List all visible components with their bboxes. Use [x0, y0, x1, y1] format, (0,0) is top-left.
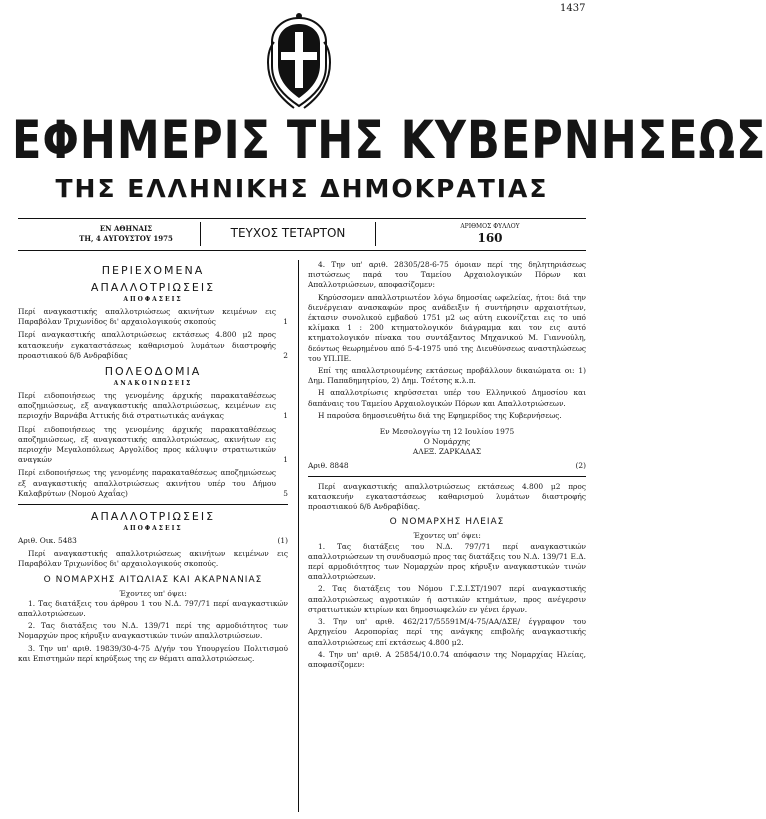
prefect-heading: Ο ΝΟΜΑΡΧΗΣ ΗΛΕΙΑΣ: [389, 517, 505, 528]
toc-item-text: Περί ειδοποιήσεως της γενομένης άρχικής παρακαταθέσεως αποζημιώσεως, εξ αναγκαστικής απαλλοτριώσεως, ακινήτων εις περιοχήν Μεγαλοπόλεως Αργολίδος προς κάλυψιν στρατιωτικών αναγκών: [18, 424, 276, 465]
signature-name: ΑΛΕΞ. ΖΑΡΚΑΔΑΣ: [412, 447, 482, 457]
section-subtitle-decisions: ΑΠΟΦΑΣΕΙΣ: [123, 296, 183, 303]
header-top-rule: [18, 218, 586, 219]
toc-item-text: Περί αναγκαστικής απαλλοτριώσεως ακινήτων κειμένων εις Παραβόλαν Τριχωνίδος δι' αρχαιολογικούς σκοπούς: [18, 307, 276, 327]
signature-title: Ο Νομάρχης: [423, 437, 471, 447]
toc-item: [18, 425, 288, 466]
toc-item-page: 1: [283, 411, 288, 421]
toc-item: [18, 468, 288, 499]
section-title-expropriations-2: ΑΠΑΛΛΟΤΡΙΩΣΕΙΣ: [90, 510, 216, 524]
toc-item-page: 2: [283, 350, 288, 360]
considering-label: Έχοντες υπ' όψει:: [413, 531, 481, 541]
considering-item: 1. Τας διατάξεις του άρθρου 1 του Ν.Δ. 797/71 περί αναγκαστικών απαλλοτριώσεων.: [18, 598, 288, 619]
paragraph: Η απαλλοτρίωσις κηρύσσεται υπέρ του Ελληνικού Δημοσίου και δαπάναις του Ταμείου Αρχαιολογικών Πόρων και Απαλλοτριώσεων.: [308, 388, 586, 408]
considering-item: 1. Τας διατάξεις του Ν.Δ. 797/71 περί αναγκαστικών απαλλοτριώσεων τη συνδυασμώ προς τας διατάξεις του Ν.Δ. 139/71 Ε.Δ. περί αρμοδιότητος των Νομαρχών προς κήρυξιν αναγκαστικών τινών απαλλοτριώσεων.: [308, 541, 586, 582]
date-line: ΤΗ, 4 ΑΥΓΟΥΣΤΟΥ 1975: [79, 234, 173, 243]
decision-subject: Περί αναγκαστικής απαλλοτριώσεως εκτάσεως 4.800 μ2 προς κατασκευήν εγκαταστάσεως καθαρισμού λυμάτων διαστροφής προαστιακού δ/δ Ανδραβίδας.: [308, 481, 586, 512]
masthead-subtitle: ΤΗΣ ΕΛΛΗΝΙΚΗΣ ΔΗΜΟΚΡΑΤΙΑΣ: [55, 174, 549, 203]
coat-of-arms-emblem: [264, 12, 334, 112]
left-column: [18, 260, 288, 814]
masthead-title: ΕΦΗΜΕΡΙΣ ΤΗΣ ΚΥΒΕΡΝΗΣΕΩΣ: [12, 110, 766, 172]
toc-item-text: Περί αναγκαστικής απαλλοτριώσεως εκτάσεως 4.800 μ2 προς κατασκευήν εγκαταστάσεως καθαρισμού λυμάτων διαστροφής προαστιακού δ/δ Ανδραβίδας: [18, 330, 276, 360]
toc-item-page: 5: [283, 488, 288, 498]
considering-item: 2. Τας διατάξεις του Ν.Δ. 139/71 περί της αρμοδιότητος των Νομαρχών προς κήρυξιν αναγκαστικών τινών απαλλοτριώσεων.: [18, 621, 288, 641]
section-title-urban-planning: ΠΟΛΕΟΔΟΜΙΑ: [104, 365, 202, 379]
toc-item-text: Περί ειδοποιήσεως της γενομένης παρακαταθέσεως αποζημιώσεως εξ αναγκαστικής απαλλοτριώσεως ακινήτου υπέρ του Δήμου Καλαβρύτων (Νομού Αχαΐας): [18, 468, 276, 498]
column-divider: [298, 260, 299, 812]
decision-reference: [308, 461, 586, 471]
prefect-heading: Ο ΝΟΜΑΡΧΗΣ ΑΙΤΩΛΙΑΣ ΚΑΙ ΑΚΑΡΝΑΝΙΑΣ: [43, 574, 263, 585]
paragraph: 4. Την υπ' αριθ. 28305/28-6-75 όμοιαν περί της δηλητηριάσεως πιστώσεως παρά του Ταμείου Αρχαιολογικών Πόρων και Απαλλοτριώσεων, αποφασίζομεν:: [308, 260, 586, 290]
header-bottom-rule: [18, 250, 586, 251]
paragraph: Κηρύσσομεν απαλλοτριωτέον λόγω δημοσίας ωφελείας, ήτοι: διά την διενέργειαν ανασκαφών προς ανάδειξιν ή συντήρησιν αρχαιοτήτων, έκτασιν συνολικού εμβαδού 1751 μ2 ως αύτη εικονίζεται εις το υπό κλίμακα 1 : 200 κτηματολογικόν διάγραμμα και τον εις αυτό κτηματολογικόν πίνακα του συντάξαντος Μηχανικού Μ. Γιαννούλη, δεόντως θεωρημένου από 5-4-1975 υπό της Διευθύνσεως αναστηλώσεως του ΥΠ.ΠΕ.: [308, 292, 586, 363]
sheet-number-block: [440, 222, 540, 245]
section-divider: [18, 504, 288, 505]
date-place-line: Εν Μεσολογγίω τη 12 Ιουλίου 1975: [379, 427, 515, 437]
considering-item: 3. Την υπ' αριθ. 19839/30-4-75 Δ/γήν του Υπουργείου Πολιτισμού και Επιστημών περί κηρύξεως της εν θέματι απαλλοτριώσεως.: [18, 643, 288, 663]
sheet-number: 160: [477, 231, 503, 245]
toc-item: [18, 391, 288, 422]
section-divider: [308, 476, 586, 477]
section-title-expropriations: ΑΠΑΛΛΟΤΡΙΩΣΕΙΣ: [90, 281, 216, 294]
decision-number: Αριθ. Οικ. 5483: [18, 536, 77, 546]
toc-item: [18, 307, 288, 327]
page-number: 1437: [560, 3, 586, 14]
toc-item-page: 1: [283, 317, 288, 327]
decision-index: (1): [277, 536, 288, 546]
issue-place-date: [66, 224, 186, 244]
decision-reference: [18, 536, 288, 546]
section-subtitle-decisions-2: ΑΠΟΦΑΣΕΙΣ: [123, 525, 183, 533]
considering-label: Έχοντες υπ' όψει:: [119, 588, 187, 598]
sheet-label: ΑΡΙΘΜΟΣ ΦΥΛΛΟΥ: [460, 223, 520, 230]
paragraph: Η παρούσα δημοσιευθήτω διά της Εφημερίδος της Κυβερνήσεως.: [318, 410, 562, 420]
toc-item-page: 1: [283, 455, 288, 465]
considering-item: 2. Τας διατάξεις του Νόμου Γ.Σ.Ι.ΣΤ/1907 περί αναγκαστικής απαλλοτριώσεως αγροτικών ή αστικών κτημάτων, προς ανέγερσιν στρατιωτικών κτιρίων και δημοσιωφελών εν γένει έργων.: [308, 584, 586, 614]
city-line: ΕΝ ΑΘΗΝΑΙΣ: [99, 224, 153, 233]
decision-number: Αριθ. 8848: [308, 460, 349, 470]
decision-subject: Περί αναγκαστικής απαλλοτριώσεως ακινήτων κειμένων εις Παραβόλαν Τριχωνίδος δι' αρχαιολογικούς σκοπούς.: [18, 549, 288, 569]
considering-item: 4. Την υπ' αριθ. Α 25854/10.0.74 απόφασιν της Νομαρχίας Ηλείας, αποφασίζομεν:: [308, 649, 586, 669]
paragraph: Επί της απαλλοτριουμένης εκτάσεως προβάλλουν δικαιώματα οι: 1) Δημ. Παπαδημητρίου, 2) Δημ. Τσέτσης κ.λ.π.: [308, 366, 586, 386]
issue-label: ΤΕΥΧΟΣ ΤΕΤΑΡΤΟΝ: [200, 222, 376, 246]
toc-item: [18, 330, 288, 361]
decision-index: (2): [575, 460, 586, 470]
contents-title: ΠΕΡΙΕΧΟΜΕΝΑ: [101, 264, 205, 277]
section-subtitle-announcements: ΑΝΑΚΟΙΝΩΣΕΙΣ: [113, 380, 193, 388]
toc-item-text: Περί ειδοποιήσεως της γενομένης άρχικής παρακαταθέσεως αποζημιώσεως, εξ αναγκαστικής απαλλοτριώσεως, κειμένων εις περιοχήν Βαρνάβα Αττικής διά στρατιωτικάς ανάγκας: [18, 391, 276, 421]
considering-item: 3. Την υπ' αριθ. 462/217/55591Μ/4-75/ΑΑ/ΔΣΕ/ έγγραφον του Αρχηγείου Αεροπορίας περί της ανάγκης επιβολής αναγκαστικής απαλλοτριώσεως επί εκτάσεως 4.800 μ2.: [308, 617, 586, 647]
right-column: [308, 260, 586, 814]
